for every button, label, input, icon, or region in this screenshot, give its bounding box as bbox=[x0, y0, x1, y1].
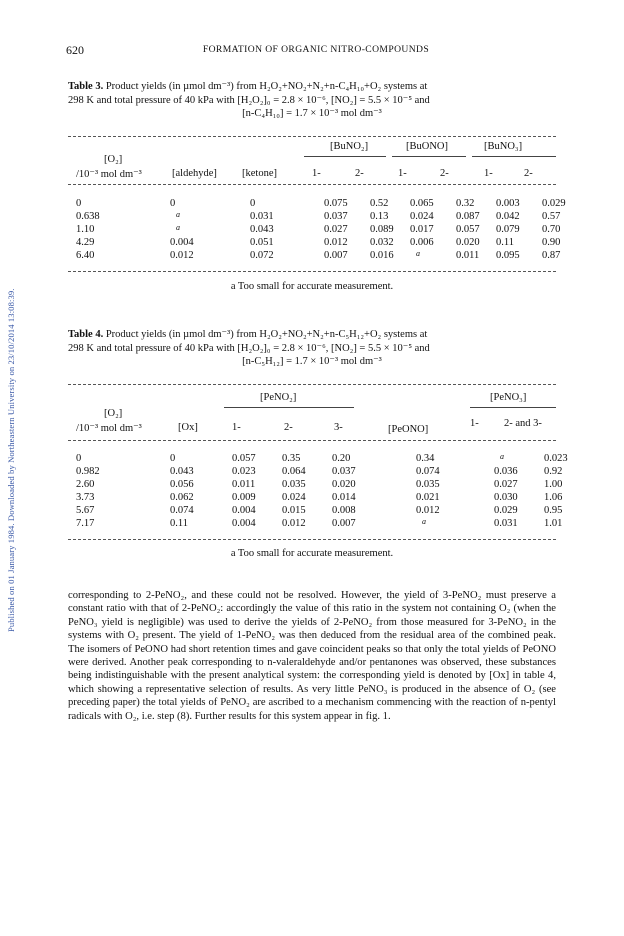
table3-caption-line1: Product yields (in µmol dm⁻³) from H₂O₂+NO₂+N₂+n-C₄H₁₀+O₂ systems at bbox=[105, 81, 428, 92]
table-cell: 0.027 bbox=[324, 224, 348, 235]
table3-subheader: 2- bbox=[524, 168, 533, 179]
table-cell: 0 bbox=[76, 453, 82, 464]
table4-label: Table 4. bbox=[68, 329, 104, 340]
table-cell: 0.012 bbox=[170, 250, 194, 261]
table-cell: 0.012 bbox=[282, 518, 306, 529]
table-cell: 0.062 bbox=[170, 492, 194, 503]
table-cell: 0.037 bbox=[324, 211, 348, 222]
table3-col-aldehyde: [aldehyde] bbox=[172, 168, 217, 179]
table-row bbox=[76, 478, 584, 491]
table4-subheader: 1- bbox=[470, 418, 479, 429]
table-cell: 0.036 bbox=[494, 466, 518, 477]
body-paragraph: corresponding to 2-PeNO₂, and these could not be resolved. However, the yield of 3-PeNO₂ must preserve a constant ratio with that of 2-PeNO₂: accordingly the value of this ratio in the system not containing O₂ (when the PeNO₃ yield is negligible) was used to derive the yields of 2-PeNO₂ from those measured for 3-PeNO₂ in the systems with O₂ present. The yield of 1-PeNO₂ was then deduced from the residual area of the combined peak. The isomers of PeONO had short retention times and gave coincident peaks so that only the total yields of PeONO were derived. Another peak corresponding to n-valeraldehyde and/or pentanones was observed, these substances being indistinguishable with the present analytical system: the corresponding yield is denoted by [Ox] in table 4, which showing a representative selection of results. As very little PeNO₃ is produced in the absence of O₂ (see preceding paper) the total yields of PeNO₂ are ascribed to a mechanism commencing with the reaction of n-pentyl radicals with O₂, i.e. step (8). Further results for this system appear in fig. 1. bbox=[68, 590, 556, 722]
table3-top-rule bbox=[68, 136, 556, 137]
table4-col-o2-unit: /10⁻³ mol dm⁻³ bbox=[76, 423, 142, 434]
table4-col-o2: [O₂] bbox=[104, 408, 123, 419]
table4-group-rule bbox=[470, 407, 556, 408]
page-header bbox=[66, 43, 566, 59]
table4-caption-line1: Product yields (in µmol dm⁻³) from H₂O₂+NO₂+N₂+n-C₅H₁₂+O₂ systems at bbox=[105, 329, 428, 340]
page-number: 620 bbox=[66, 43, 84, 57]
table-cell: 0.032 bbox=[370, 237, 394, 248]
table-row bbox=[76, 223, 582, 236]
table-cell: 0.11 bbox=[496, 237, 514, 248]
table-cell: 0.57 bbox=[542, 211, 561, 222]
table3-group-header-buno2: [BuNO₂] bbox=[330, 141, 369, 152]
table-cell: 3.73 bbox=[76, 492, 95, 503]
table-cell: 0.52 bbox=[370, 198, 389, 209]
table3-footnote-text: a Too small for accurate measurement. bbox=[230, 281, 394, 292]
table-cell: 0.079 bbox=[496, 224, 520, 235]
table-cell: 0 bbox=[76, 198, 82, 209]
table-cell: 0.029 bbox=[542, 198, 566, 209]
table-cell: 0.017 bbox=[410, 224, 434, 235]
table-cell: a bbox=[416, 249, 420, 258]
table-row bbox=[76, 452, 584, 465]
table-cell: 0.043 bbox=[170, 466, 194, 477]
table-cell: 0.20 bbox=[332, 453, 351, 464]
table4-subheader: 3- bbox=[334, 422, 343, 433]
table-cell: 0.982 bbox=[76, 466, 100, 477]
table-cell: 0.016 bbox=[370, 250, 394, 261]
table3-col-o2-unit: /10⁻³ mol dm⁻³ bbox=[76, 169, 142, 180]
table-cell: a bbox=[422, 517, 426, 526]
table-cell: 0.003 bbox=[496, 198, 520, 209]
table3-subheader: 1- bbox=[312, 168, 321, 179]
table3-group-rule bbox=[304, 156, 386, 157]
table-cell: 0.043 bbox=[250, 224, 274, 235]
publication-side-note: Published on 01 January 1984. Downloaded by Northeastern University on 23/10/2014 13:08:39. bbox=[6, 288, 16, 632]
table4-footnote bbox=[68, 548, 556, 559]
table-cell: 0.027 bbox=[494, 479, 518, 490]
table-cell: 0.008 bbox=[332, 505, 356, 516]
table-row bbox=[76, 210, 582, 223]
table-cell: 0.023 bbox=[544, 453, 568, 464]
table-cell: 0.089 bbox=[370, 224, 394, 235]
table-cell: 0.030 bbox=[494, 492, 518, 503]
table3-footnote bbox=[68, 281, 556, 292]
table-cell: 0.007 bbox=[324, 250, 348, 261]
table-cell: 0.024 bbox=[282, 492, 306, 503]
table-cell: 0.037 bbox=[332, 466, 356, 477]
table-cell: 0.035 bbox=[282, 479, 306, 490]
table-cell: 0.065 bbox=[410, 198, 434, 209]
table4-col-peono: [PeONO] bbox=[388, 424, 429, 435]
table-cell: 0.70 bbox=[542, 224, 561, 235]
table3-subheader: 1- bbox=[484, 168, 493, 179]
table-cell: 0.34 bbox=[416, 453, 435, 464]
table3-body bbox=[76, 197, 582, 262]
table4-body bbox=[76, 452, 584, 530]
table-cell: 1.10 bbox=[76, 224, 95, 235]
table4-header-rule bbox=[68, 440, 556, 441]
table3-group-rule bbox=[472, 156, 556, 157]
table-cell: 2.60 bbox=[76, 479, 95, 490]
table4-group-header-peno3: [PeNO₃] bbox=[490, 392, 527, 403]
table-cell: 0.074 bbox=[170, 505, 194, 516]
table-cell: 0.004 bbox=[232, 505, 256, 516]
table-cell: 0.074 bbox=[416, 466, 440, 477]
table-cell: 0.004 bbox=[232, 518, 256, 529]
table-cell: 0.057 bbox=[232, 453, 256, 464]
table4-subheader: 1- bbox=[232, 422, 241, 433]
table-cell: 0.87 bbox=[542, 250, 561, 261]
table3-subheader: 1- bbox=[398, 168, 407, 179]
table-cell: 0.020 bbox=[332, 479, 356, 490]
table4-caption bbox=[68, 328, 556, 369]
table3-caption-line2: 298 K and total pressure of 40 kPa with [H₂O₂]₀ = 2.8 × 10⁻⁶, [NO₂] = 5.5 × 10⁻⁵ and bbox=[68, 94, 430, 106]
table3-col-ketone: [ketone] bbox=[242, 168, 277, 179]
table-cell: 1.00 bbox=[544, 479, 563, 490]
table-cell: 0.031 bbox=[250, 211, 274, 222]
table-cell: 0.011 bbox=[232, 479, 256, 490]
table-row bbox=[76, 249, 582, 262]
table4-top-rule bbox=[68, 384, 556, 385]
table-cell: 0.13 bbox=[370, 211, 389, 222]
table-row bbox=[76, 236, 582, 249]
table3-caption-line3: [n-C₄H₁₀] = 1.7 × 10⁻³ mol dm⁻³ bbox=[242, 108, 382, 119]
table-cell: 0.029 bbox=[494, 505, 518, 516]
table3-subheader: 2- bbox=[355, 168, 364, 179]
table4-subheader: 2- and 3- bbox=[504, 418, 542, 429]
table-cell: a bbox=[176, 223, 180, 232]
table-cell: 0 bbox=[170, 453, 176, 464]
table-row bbox=[76, 465, 584, 478]
table-cell: 0.064 bbox=[282, 466, 306, 477]
table-cell: 0.012 bbox=[324, 237, 348, 248]
table-cell: a bbox=[176, 210, 180, 219]
table-cell: 1.01 bbox=[544, 518, 563, 529]
table3-header-rule bbox=[68, 184, 556, 185]
table-cell: 0.006 bbox=[410, 237, 434, 248]
table-row bbox=[76, 517, 584, 530]
table-cell: 0.90 bbox=[542, 237, 561, 248]
table-cell: 0.95 bbox=[544, 505, 563, 516]
table-cell: 0.015 bbox=[282, 505, 306, 516]
table-cell: 0.32 bbox=[456, 198, 475, 209]
table-cell: 0.057 bbox=[456, 224, 480, 235]
table-cell: 0.095 bbox=[496, 250, 520, 261]
table3-label: Table 3. bbox=[68, 81, 104, 92]
running-title: FORMATION OF ORGANIC NITRO-COMPOUNDS bbox=[202, 44, 430, 55]
table-cell: 0.087 bbox=[456, 211, 480, 222]
table4-caption-line3: [n-C₅H₁₂] = 1.7 × 10⁻³ mol dm⁻³ bbox=[242, 356, 382, 367]
table4-group-header-peno2: [PeNO₂] bbox=[260, 392, 297, 403]
table-cell: 0.035 bbox=[416, 479, 440, 490]
table-cell: 0.92 bbox=[544, 466, 563, 477]
table-cell: 6.40 bbox=[76, 250, 95, 261]
table-cell: 0.012 bbox=[416, 505, 440, 516]
table-cell: 0.031 bbox=[494, 518, 518, 529]
table-cell: 0.021 bbox=[416, 492, 440, 503]
table-cell: 0.042 bbox=[496, 211, 520, 222]
table-cell: 0.051 bbox=[250, 237, 274, 248]
table3-caption bbox=[68, 80, 556, 121]
table-cell: 0.638 bbox=[76, 211, 100, 222]
table-cell: 0.014 bbox=[332, 492, 356, 503]
table4-bottom-rule bbox=[68, 539, 556, 540]
table-cell: 0.35 bbox=[282, 453, 301, 464]
table-row bbox=[76, 504, 584, 517]
table-cell: 0.004 bbox=[170, 237, 194, 248]
table3-col-o2: [O₂] bbox=[104, 154, 123, 165]
table-cell: 5.67 bbox=[76, 505, 95, 516]
table4-footnote-text: a Too small for accurate measurement. bbox=[230, 548, 394, 559]
table-row bbox=[76, 491, 584, 504]
table-cell: 0 bbox=[170, 198, 176, 209]
table-cell: 1.06 bbox=[544, 492, 563, 503]
table3-group-header-buno3: [BuNO₃] bbox=[484, 141, 523, 152]
table4-col-ox: [Ox] bbox=[178, 422, 198, 433]
table-cell: 0.075 bbox=[324, 198, 348, 209]
table3-subheader: 2- bbox=[440, 168, 449, 179]
table4-caption-line2: 298 K and total pressure of 40 kPa with [H₂O₂]₀ = 2.8 × 10⁻⁶, [NO₂] = 5.5 × 10⁻⁵ and bbox=[68, 342, 430, 354]
table-cell: a bbox=[500, 452, 504, 461]
table-cell: 0.023 bbox=[232, 466, 256, 477]
table3-group-rule bbox=[392, 156, 466, 157]
table3-bottom-rule bbox=[68, 271, 556, 272]
table-cell: 0 bbox=[250, 198, 256, 209]
table4-group-rule bbox=[224, 407, 354, 408]
table3-group-header-buono: [BuONO] bbox=[406, 141, 448, 152]
table-cell: 0.020 bbox=[456, 237, 480, 248]
table-cell: 0.024 bbox=[410, 211, 434, 222]
table-row bbox=[76, 197, 582, 210]
table-cell: 0.11 bbox=[170, 518, 188, 529]
table-cell: 7.17 bbox=[76, 518, 95, 529]
table-cell: 0.009 bbox=[232, 492, 256, 503]
table-cell: 0.007 bbox=[332, 518, 356, 529]
table-cell: 0.072 bbox=[250, 250, 274, 261]
table-cell: 4.29 bbox=[76, 237, 95, 248]
table4-subheader: 2- bbox=[284, 422, 293, 433]
table-cell: 0.056 bbox=[170, 479, 194, 490]
table-cell: 0.011 bbox=[456, 250, 480, 261]
